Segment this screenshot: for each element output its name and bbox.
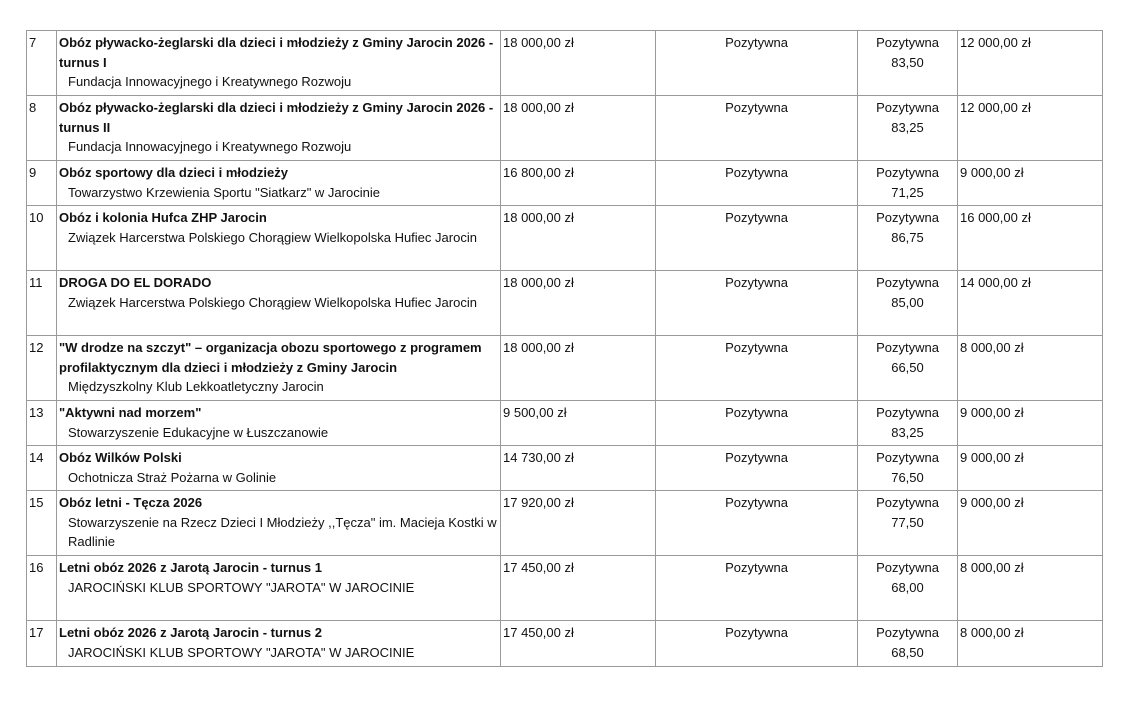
task-cell <box>57 271 501 336</box>
table-row <box>27 401 1103 446</box>
task-title: Obóz letni - Tęcza 2026 <box>59 495 203 510</box>
merit-assessment <box>858 96 958 161</box>
table-row <box>27 491 1103 556</box>
task-cell <box>57 491 501 556</box>
merit-assessment <box>858 206 958 271</box>
row-number: 8 <box>27 96 57 161</box>
merit-status: Pozytywna <box>876 560 939 575</box>
granted-amount: 8 000,00 zł <box>958 556 1103 621</box>
merit-score: 68,50 <box>891 644 924 660</box>
merit-assessment <box>858 491 958 556</box>
organization-name: JAROCIŃSKI KLUB SPORTOWY "JAROTA" W JAROCINIE <box>68 644 415 660</box>
task-title: Letni obóz 2026 z Jarotą Jarocin - turnus 1 <box>59 560 322 575</box>
task-title: DROGA DO EL DORADO <box>59 275 212 290</box>
requested-amount: 17 920,00 zł <box>501 491 656 556</box>
merit-assessment <box>858 556 958 621</box>
requested-amount: 18 000,00 zł <box>501 271 656 336</box>
merit-score: 83,25 <box>891 119 924 135</box>
granted-amount: 16 000,00 zł <box>958 206 1103 271</box>
merit-score: 86,75 <box>891 229 924 245</box>
table-row <box>27 446 1103 491</box>
requested-amount: 18 000,00 zł <box>501 96 656 161</box>
granted-amount: 12 000,00 zł <box>958 31 1103 96</box>
merit-status: Pozytywna <box>876 495 939 510</box>
merit-status: Pozytywna <box>876 450 939 465</box>
row-number: 12 <box>27 336 57 401</box>
merit-assessment <box>858 336 958 401</box>
organization-name: Związek Harcerstwa Polskiego Chorągiew Wielkopolska Hufiec Jarocin <box>68 294 477 310</box>
task-title: "W drodze na szczyt" – organizacja obozu sportowego z programem profilaktycznym dla dzieci i młodzieży z Gminy Jarocin <box>59 340 482 375</box>
row-number: 10 <box>27 206 57 271</box>
granted-amount: 9 000,00 zł <box>958 446 1103 491</box>
requested-amount: 9 500,00 zł <box>501 401 656 446</box>
formal-assessment: Pozytywna <box>656 446 858 491</box>
row-number: 14 <box>27 446 57 491</box>
row-number: 17 <box>27 621 57 667</box>
table-row <box>27 271 1103 336</box>
granted-amount: 9 000,00 zł <box>958 161 1103 206</box>
task-cell <box>57 401 501 446</box>
organization-name: Fundacja Innowacyjnego i Kreatywnego Rozwoju <box>68 139 352 154</box>
granted-amount: 9 000,00 zł <box>958 491 1103 556</box>
merit-score: 71,25 <box>891 184 924 200</box>
task-cell <box>57 446 501 491</box>
formal-assessment: Pozytywna <box>656 161 858 206</box>
granted-amount: 9 000,00 zł <box>958 401 1103 446</box>
grants-table-body <box>27 31 1103 667</box>
table-row <box>27 161 1103 206</box>
granted-amount: 14 000,00 zł <box>958 271 1103 336</box>
organization-name: Związek Harcerstwa Polskiego Chorągiew Wielkopolska Hufiec Jarocin <box>68 229 477 245</box>
organization-name: Stowarzyszenie na Rzecz Dzieci I Młodzieży ,,Tęcza" im. Macieja Kostki w Radlinie <box>68 514 497 549</box>
task-title: Obóz Wilków Polski <box>59 450 182 465</box>
formal-assessment: Pozytywna <box>656 96 858 161</box>
row-number: 16 <box>27 556 57 621</box>
formal-assessment: Pozytywna <box>656 336 858 401</box>
formal-assessment: Pozytywna <box>656 31 858 96</box>
organization-name: Fundacja Innowacyjnego i Kreatywnego Rozwoju <box>68 74 352 89</box>
task-title: Obóz pływacko-żeglarski dla dzieci i młodzieży z Gminy Jarocin 2026 - turnus II <box>59 100 494 135</box>
formal-assessment: Pozytywna <box>656 556 858 621</box>
row-number: 9 <box>27 161 57 206</box>
task-cell <box>57 161 501 206</box>
merit-assessment <box>858 621 958 667</box>
requested-amount: 18 000,00 zł <box>501 336 656 401</box>
granted-amount: 12 000,00 zł <box>958 96 1103 161</box>
task-cell <box>57 556 501 621</box>
merit-score: 77,50 <box>891 514 924 530</box>
requested-amount: 18 000,00 zł <box>501 31 656 96</box>
table-row <box>27 336 1103 401</box>
merit-status: Pozytywna <box>876 100 939 115</box>
merit-score: 83,25 <box>891 424 924 440</box>
merit-score: 66,50 <box>891 359 924 375</box>
merit-status: Pozytywna <box>876 340 939 355</box>
requested-amount: 17 450,00 zł <box>501 621 656 667</box>
granted-amount: 8 000,00 zł <box>958 336 1103 401</box>
organization-name: Towarzystwo Krzewienia Sportu "Siatkarz" w Jarocinie <box>68 184 380 200</box>
requested-amount: 14 730,00 zł <box>501 446 656 491</box>
row-number: 7 <box>27 31 57 96</box>
row-number: 15 <box>27 491 57 556</box>
task-title: Obóz i kolonia Hufca ZHP Jarocin <box>59 210 267 225</box>
merit-assessment <box>858 401 958 446</box>
organization-name: JAROCIŃSKI KLUB SPORTOWY "JAROTA" W JAROCINIE <box>68 579 415 595</box>
organization-name: Ochotnicza Straż Pożarna w Golinie <box>68 469 277 485</box>
merit-score: 76,50 <box>891 469 924 485</box>
merit-status: Pozytywna <box>876 405 939 420</box>
granted-amount: 8 000,00 zł <box>958 621 1103 667</box>
merit-status: Pozytywna <box>876 275 939 290</box>
table-row <box>27 556 1103 621</box>
formal-assessment: Pozytywna <box>656 271 858 336</box>
requested-amount: 17 450,00 zł <box>501 556 656 621</box>
merit-status: Pozytywna <box>876 210 939 225</box>
task-cell <box>57 336 501 401</box>
task-title: Obóz pływacko-żeglarski dla dzieci i młodzieży z Gminy Jarocin 2026 - turnus I <box>59 35 494 70</box>
task-cell <box>57 206 501 271</box>
formal-assessment: Pozytywna <box>656 401 858 446</box>
organization-name: Stowarzyszenie Edukacyjne w Łuszczanowie <box>68 424 329 440</box>
table-row <box>27 621 1103 667</box>
merit-assessment <box>858 446 958 491</box>
merit-score: 85,00 <box>891 294 924 310</box>
row-number: 11 <box>27 271 57 336</box>
table-row <box>27 206 1103 271</box>
task-title: Obóz sportowy dla dzieci i młodzieży <box>59 165 288 180</box>
task-title: Letni obóz 2026 z Jarotą Jarocin - turnus 2 <box>59 625 322 640</box>
requested-amount: 16 800,00 zł <box>501 161 656 206</box>
task-cell <box>57 96 501 161</box>
requested-amount: 18 000,00 zł <box>501 206 656 271</box>
formal-assessment: Pozytywna <box>656 621 858 667</box>
merit-status: Pozytywna <box>876 35 939 50</box>
row-number: 13 <box>27 401 57 446</box>
organization-name: Międzyszkolny Klub Lekkoatletyczny Jarocin <box>68 379 324 394</box>
task-cell <box>57 621 501 667</box>
grants-table <box>26 30 1103 667</box>
merit-assessment <box>858 31 958 96</box>
table-row <box>27 31 1103 96</box>
merit-status: Pozytywna <box>876 625 939 640</box>
table-row <box>27 96 1103 161</box>
merit-assessment <box>858 271 958 336</box>
formal-assessment: Pozytywna <box>656 491 858 556</box>
merit-status: Pozytywna <box>876 165 939 180</box>
merit-assessment <box>858 161 958 206</box>
task-cell <box>57 31 501 96</box>
merit-score: 83,50 <box>891 54 924 70</box>
merit-score: 68,00 <box>891 579 924 595</box>
task-title: "Aktywni nad morzem" <box>59 405 202 420</box>
formal-assessment: Pozytywna <box>656 206 858 271</box>
